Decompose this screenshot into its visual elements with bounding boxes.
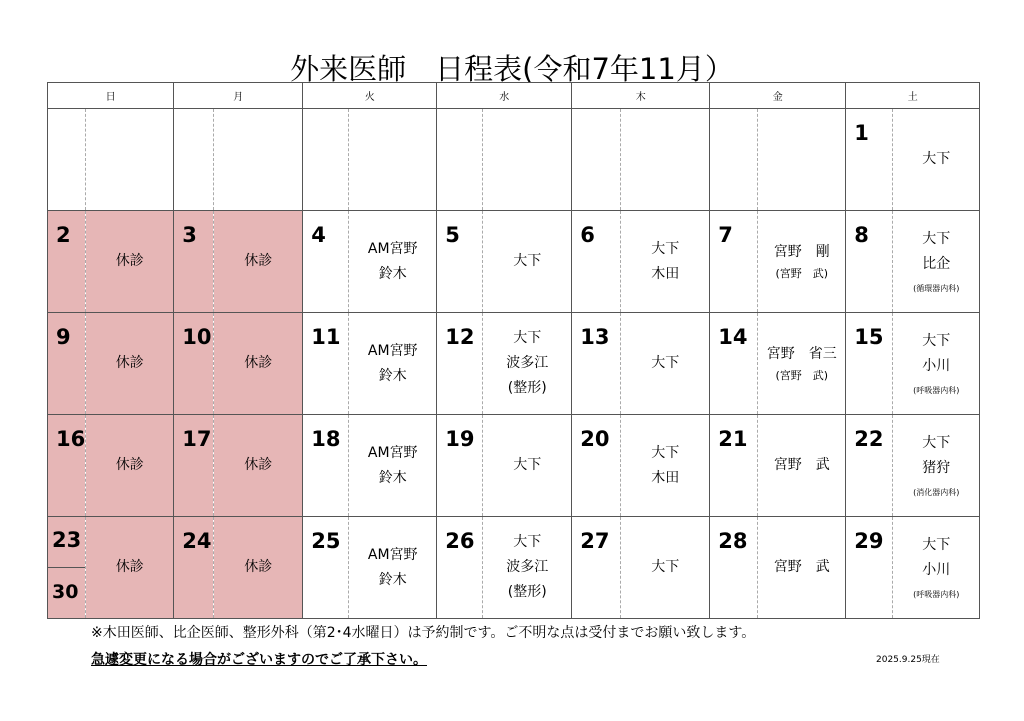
day-number	[437, 109, 483, 211]
closed-cell	[214, 517, 303, 619]
doctor-sub-name: (宮野 武)	[775, 267, 829, 280]
doctor-name: 大下	[513, 253, 542, 269]
department-note: (消化器内科)	[913, 487, 960, 497]
doctor-name: 鈴木	[378, 469, 407, 486]
doctor-cell	[214, 109, 303, 211]
doctor-cell	[758, 211, 846, 313]
doctor-cell	[483, 313, 572, 415]
day-number: 7	[710, 211, 758, 313]
doctor-name: AM宮野	[367, 546, 418, 563]
doctor-cell	[621, 517, 710, 619]
doctor-name: AM宮野	[367, 342, 418, 359]
doctor-cell	[893, 517, 980, 619]
weekday-header-row	[48, 83, 980, 109]
doctor-name: 大下	[513, 330, 542, 346]
closed-label: 休診	[244, 253, 273, 269]
doctor-name: 波多江	[506, 559, 549, 575]
week-row	[48, 517, 980, 619]
doctor-cell	[349, 313, 437, 415]
day-number: 29	[846, 517, 893, 619]
day-number: 14	[710, 313, 758, 415]
doctor-name: 猪狩	[922, 459, 951, 476]
day-number: 3	[174, 211, 214, 313]
closed-label: 休診	[115, 253, 144, 269]
day-number: 22	[846, 415, 893, 517]
day-number	[48, 109, 86, 211]
day-number: 28	[710, 517, 758, 619]
doctor-name: 大下	[922, 434, 951, 451]
day-number: 15	[846, 313, 893, 415]
doctor-name: 木田	[651, 469, 680, 486]
doctor-cell	[893, 313, 980, 415]
day-number	[710, 109, 758, 211]
doctor-name: 宮野 武	[773, 457, 830, 473]
doctor-cell	[86, 109, 174, 211]
weekday-header: 日	[48, 83, 174, 109]
week-row	[48, 109, 980, 211]
doctor-cell	[758, 415, 846, 517]
day-number: 2	[48, 211, 86, 313]
day-number: 17	[174, 415, 214, 517]
day-number: 16	[48, 415, 86, 517]
doctor-cell	[893, 211, 980, 313]
closed-label: 休診	[244, 559, 273, 575]
week-row	[48, 415, 980, 517]
doctor-name: 大下	[651, 559, 680, 575]
weekday-header: 水	[437, 83, 572, 109]
doctor-name: 大下	[651, 355, 680, 371]
doctor-name: AM宮野	[367, 240, 418, 257]
day-number	[174, 109, 214, 211]
doctor-name: 鈴木	[378, 571, 407, 588]
closed-cell	[214, 415, 303, 517]
doctor-name: 大下	[922, 151, 951, 167]
doctor-cell	[758, 109, 846, 211]
day-number: 9	[48, 313, 86, 415]
closed-cell	[214, 313, 303, 415]
day-number: 4	[303, 211, 349, 313]
doctor-name: 小川	[922, 561, 951, 578]
day-number: 5	[437, 211, 483, 313]
doctor-cell	[349, 211, 437, 313]
day-number: 27	[572, 517, 621, 619]
weekday-header: 木	[572, 83, 710, 109]
as-of-date: 2025.9.25現在	[876, 655, 940, 665]
doctor-name: 大下	[513, 534, 542, 550]
doctor-cell	[758, 517, 846, 619]
doctor-name: 小川	[922, 357, 951, 374]
doctor-cell	[349, 415, 437, 517]
doctor-name: 木田	[651, 265, 680, 282]
day-number: 13	[572, 313, 621, 415]
day-number: 10	[174, 313, 214, 415]
closed-label: 休診	[115, 559, 144, 575]
doctor-name: 大下	[651, 240, 680, 257]
doctor-name: 鈴木	[378, 265, 407, 282]
doctor-cell	[893, 415, 980, 517]
doctor-name: 波多江	[506, 355, 549, 371]
department-note: (呼吸器内科)	[913, 589, 960, 599]
closed-label: 休診	[115, 355, 144, 371]
doctor-cell	[893, 109, 980, 211]
week-row	[48, 313, 980, 415]
day-number: 12	[437, 313, 483, 415]
doctor-cell	[621, 415, 710, 517]
reservation-note: ※木田医師、比企医師、整形外科（第2･4水曜日）は予約制です。ご不明な点は受付までお願い致します。	[91, 625, 756, 641]
day-number: 23	[48, 517, 85, 568]
closed-cell	[214, 211, 303, 313]
doctor-name: 大下	[922, 230, 951, 247]
day-number: 19	[437, 415, 483, 517]
day-number: 26	[437, 517, 483, 619]
day-number: 1	[846, 109, 893, 211]
doctor-cell	[621, 109, 710, 211]
doctor-cell	[483, 211, 572, 313]
doctor-name: (整形)	[507, 380, 547, 396]
doctor-name: 大下	[922, 332, 951, 349]
day-number	[303, 109, 349, 211]
doctor-cell	[483, 517, 572, 619]
day-number: 8	[846, 211, 893, 313]
day-number	[572, 109, 621, 211]
closed-cell	[86, 211, 174, 313]
change-notice: 急遽変更になる場合がございますのでご了承下さい。	[91, 652, 427, 668]
doctor-sub-name: (宮野 武)	[775, 369, 829, 382]
closed-cell	[86, 313, 174, 415]
doctor-cell	[621, 313, 710, 415]
doctor-name: 大下	[651, 444, 680, 461]
closed-cell	[86, 415, 174, 517]
doctor-cell	[483, 415, 572, 517]
schedule-calendar	[47, 82, 980, 619]
doctor-name: 比企	[922, 255, 951, 272]
department-note: (循環器内科)	[913, 283, 960, 293]
day-number: 21	[710, 415, 758, 517]
doctor-cell	[349, 517, 437, 619]
day-number: 18	[303, 415, 349, 517]
day-number: 24	[174, 517, 214, 619]
weekday-header: 火	[303, 83, 437, 109]
weekday-header: 土	[846, 83, 980, 109]
doctor-name: 鈴木	[378, 367, 407, 384]
weekday-header: 月	[174, 83, 303, 109]
department-note: (呼吸器内科)	[913, 385, 960, 395]
doctor-cell	[621, 211, 710, 313]
day-number-cell	[48, 517, 86, 619]
doctor-name: 宮野 剛	[773, 244, 830, 260]
closed-label: 休診	[244, 457, 273, 473]
doctor-cell	[349, 109, 437, 211]
closed-label: 休診	[115, 457, 144, 473]
day-number: 6	[572, 211, 621, 313]
doctor-name: 大下	[922, 536, 951, 553]
day-number: 30	[52, 581, 79, 603]
week-row	[48, 211, 980, 313]
doctor-cell	[758, 313, 846, 415]
weekday-header: 金	[710, 83, 846, 109]
day-number: 20	[572, 415, 621, 517]
doctor-name: AM宮野	[367, 444, 418, 461]
doctor-name: (整形)	[507, 584, 547, 600]
doctor-name: 宮野 武	[773, 559, 830, 575]
closed-label: 休診	[244, 355, 273, 371]
day-number: 11	[303, 313, 349, 415]
closed-cell	[86, 517, 174, 619]
doctor-name: 宮野 省三	[766, 346, 837, 362]
day-number: 25	[303, 517, 349, 619]
doctor-cell	[483, 109, 572, 211]
page-title: 外来医師 日程表(令和7年11月）	[290, 52, 734, 86]
doctor-name: 大下	[513, 457, 542, 473]
